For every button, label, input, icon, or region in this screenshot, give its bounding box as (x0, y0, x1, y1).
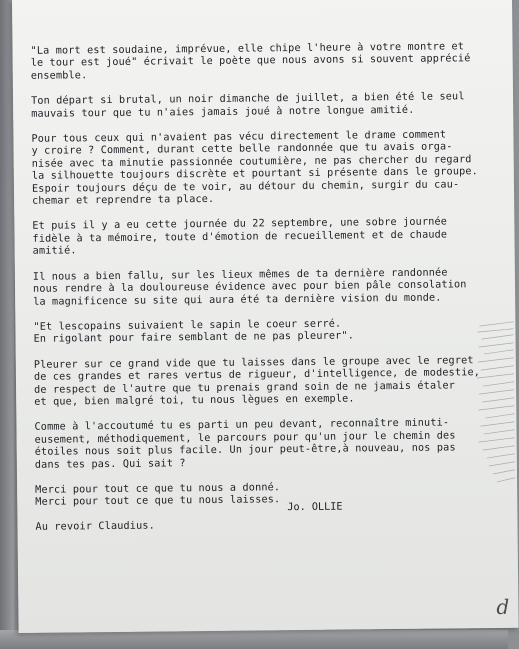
paragraph-disbelief: Pour tous ceux qui n'avaient pas vécu directement le drame comment y croire ? Comment, durant cette belle randonnée que tu avais orga- nisée avec ta minutie passionnée coutumière, ne pas chercher du regard la silhouette toujours discrète et pourtant si présente dans le groupe. Espoir toujours déçu de te voir, au détour du chemin, surgir du cau- chemar et reprendre ta place. (31, 129, 479, 207)
signature: Jo. OLLIE (287, 501, 343, 514)
paragraph-thanks: Merci pour tout ce que tu nous a donné. Merci pour tout ce que tu nous laisses. (35, 482, 281, 509)
paragraph-quote-poet: "La mort est soudaine, imprévue, elle chipe l'heure à votre montre et le tour est joué" écrivait le poète que nous avons si souvent apprécié ensemble. (30, 41, 471, 82)
table-surface-left (0, 0, 14, 649)
paragraph-song-quote: "Et lescopains suivaient le sapin le coeur serré. En rigolant pour faire semblant de ne pas pleurer". (33, 318, 355, 346)
paragraph-virtues: Pleurer sur ce grand vide que tu laisses dans le groupe avec le regret de ces grandes et rares vertus de rigueur, d'intelligence, de modestie, de respect de l'autre que tu prenais grand soin de ne jamais étaler et que, bien malgré toi, tu nous lègues en exemple. (33, 354, 481, 408)
margin-pencil-marks (475, 320, 517, 500)
paragraph-evidence: Il nous a bien fallu, sur les lieux mêmes de ta dernière randonnée nous rendre à la douloureuse évidence avec pour bien pâle consolation la magnificence su site qui aura été ta dernière vision du monde. (32, 267, 467, 308)
paragraph-departure: Ton départ si brutal, un noir dimanche de juillet, a bien été le seul mauvais tour que tu n'aies jamais joué à notre longue amitié. (31, 91, 465, 120)
letter-body (30, 41, 505, 547)
paragraph-ahead: Comme à l'accoutumé tu es parti un peu devant, reconnaître minuti- eusement, méthodiquement, le parcours pour qu'un jour le chemin des étoiles nous soit plus facile. Un jour peut-être,à nouveau, nos pas dans tes pas. Qui sait ? (34, 417, 456, 471)
paragraph-september: Et puis il y a eu cette journée du 22 septembre, une sobre journée fidèle à ta mémoire, toute d'émotion de recueillement et de chaude amitié. (32, 216, 448, 258)
table-surface-bottom (0, 630, 508, 649)
paragraph-farewell: Au revoir Claudius. (35, 520, 155, 533)
corner-mark: d (496, 594, 510, 619)
paper-sheet (12, 0, 519, 633)
